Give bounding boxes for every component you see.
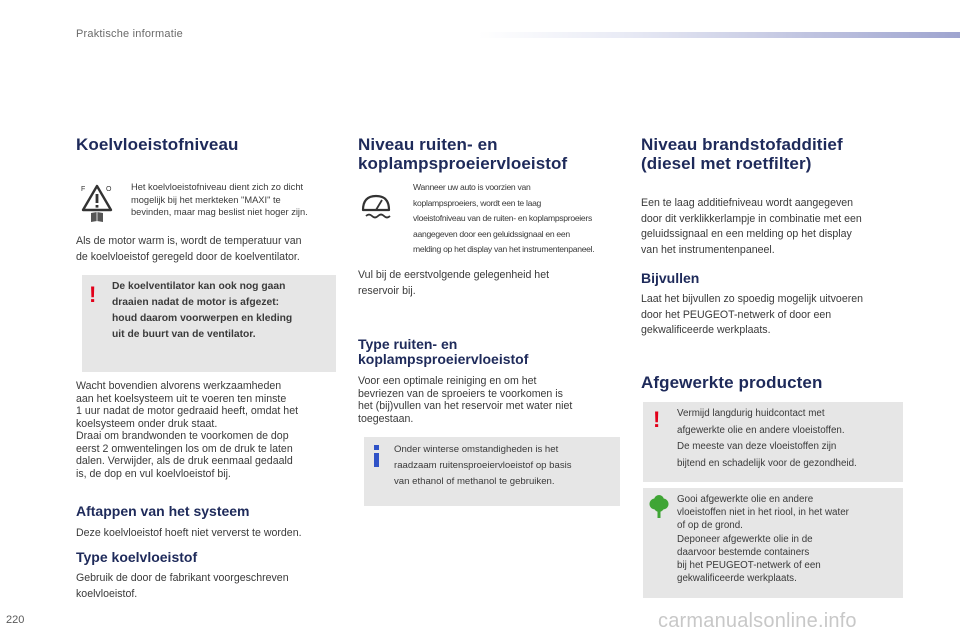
text-line: door het PEUGEOT-netwerk of door een <box>641 308 832 321</box>
title-line: koplampsproeiervloeistof <box>358 351 529 367</box>
text-line: aangegeven door een geluidssignaal en een <box>413 228 570 239</box>
environment-info-box <box>643 488 903 598</box>
text-line: van ethanol of methanol te gebruiken. <box>394 476 555 487</box>
text-line: van het instrumentenpaneel. <box>641 243 775 256</box>
environment-info-text <box>677 493 901 585</box>
text-line: melding op het display van het instrumentenpaneel. <box>413 244 595 255</box>
used-products-title: Afgewerkte producten <box>641 373 823 392</box>
text-line: dalen. Verwijder, als de druk eenmaal gedaald <box>76 455 293 467</box>
svg-text:F: F <box>81 186 86 193</box>
header-gradient-bar <box>478 32 960 38</box>
text-line: de koelvloeistof geregeld door de koelventilator. <box>76 250 300 263</box>
text-line: koelsysteem onder druk staat. <box>76 417 218 430</box>
washer-icon-intro <box>413 180 628 258</box>
text-line: het (bij)vullen van het reservoir met water niet <box>358 400 573 412</box>
oil-warning-box <box>643 402 903 482</box>
tree-eco-icon <box>648 495 670 519</box>
coolant-paragraph-1 <box>76 234 338 265</box>
text-line: vloeistofniveau van de ruiten- en koplampsproeiers <box>413 213 592 224</box>
text-line: Voor een optimale reiniging en om het <box>358 375 537 387</box>
text-line: Deponeer afgewerkte olie in de <box>677 533 813 545</box>
refill-text <box>641 292 903 339</box>
text-line: De koelventilator kan ook nog gaan <box>112 281 286 292</box>
text-line: bevinden, maar mag beslist niet hoger zijn. <box>131 207 308 217</box>
title-line: Type ruiten- en <box>358 336 458 352</box>
washer-fluid-icon <box>360 190 392 220</box>
text-line: gekwalificeerde werkplaats. <box>677 573 797 585</box>
text-line: raadzaam ruitensproeiervloeistof op basis <box>394 460 572 471</box>
text-line: aan het koelsysteem uit te voeren ten minste <box>76 392 287 405</box>
text-line: Een te laag additiefniveau wordt aangegeven <box>641 197 854 209</box>
fan-warning-text <box>112 279 334 343</box>
refill-subtitle: Bijvullen <box>641 270 700 286</box>
text-line: eerst 2 omwentelingen los om de druk te laten <box>76 442 293 455</box>
text-line: of op de grond. <box>677 520 743 532</box>
text-line: Als de motor warm is, wordt de temperatuur van <box>76 235 302 247</box>
svg-text:O: O <box>106 186 112 193</box>
site-watermark: carmanualsonline.info <box>658 610 857 632</box>
title-line: (diesel met roetfilter) <box>641 154 812 173</box>
page-number: 220 <box>6 614 25 626</box>
coolant-warning-icon <box>80 183 114 223</box>
text-line: toegestaan. <box>358 412 414 425</box>
text-line: uit de buurt van de ventilator. <box>112 329 256 340</box>
coolant-type-subtitle: Type koelvloeistof <box>76 549 198 565</box>
text-line: Onder winterse omstandigheden is het <box>394 444 559 455</box>
text-line: daarvoor bestemde containers <box>677 546 810 558</box>
text-line: Laat het bijvullen zo spoedig mogelijk uitvoeren <box>641 293 864 305</box>
text-line: geluidssignaal en een melding op het display <box>641 228 852 240</box>
text-line: door dit verklikkerlampje in combinatie met een <box>641 212 862 225</box>
warning-exclamation-icon: ! <box>89 282 97 307</box>
winter-info-box <box>364 437 620 506</box>
coolant-paragraph-2 <box>76 380 338 480</box>
text-line: Vul bij de eerstvolgende gelegenheid het <box>358 269 550 281</box>
title-line: Niveau brandstofadditief <box>641 135 843 154</box>
drain-subtitle: Aftappen van het systeem <box>76 503 250 519</box>
text-line: Wacht bovendien alvorens werkzaamheden <box>76 380 282 392</box>
text-line: afgewerkte olie en andere vloeistoffen. <box>677 424 845 436</box>
text-line: Vermijd langdurig huidcontact met <box>677 408 825 419</box>
text-line: mogelijk bij het merkteken "MAXI" te <box>131 194 281 205</box>
section-header: Praktische informatie <box>76 28 183 40</box>
washer-paragraph-2 <box>358 375 620 425</box>
text-line: reservoir bij. <box>358 284 416 297</box>
washer-type-subtitle <box>358 337 528 367</box>
coolant-title: Koelvloeistofniveau <box>76 135 239 154</box>
text-line: Het koelvloeistofniveau dient zich zo dicht <box>131 182 304 192</box>
additive-paragraph-1 <box>641 196 903 258</box>
fan-warning-box <box>82 275 336 372</box>
text-line: Gooi afgewerkte olie en andere <box>677 494 814 505</box>
coolant-icon-intro <box>131 181 341 219</box>
coolant-type-text <box>76 571 338 602</box>
text-line: Gebruik de door de fabrikant voorgeschreven <box>76 572 289 584</box>
text-line: vloeistoffen niet in het riool, in het water <box>677 507 849 519</box>
oil-warning-text <box>677 406 901 472</box>
text-line: bijtend en schadelijk voor de gezondheid. <box>677 457 857 469</box>
text-line: gekwalificeerde werkplaats. <box>641 324 771 336</box>
warning-exclamation-icon: ! <box>653 407 661 432</box>
text-line: De meeste van deze vloeistoffen zijn <box>677 441 837 452</box>
washer-paragraph-1 <box>358 268 620 299</box>
info-icon <box>370 445 384 467</box>
text-line: bevriezen van de sproeiers te voorkomen is <box>358 387 563 400</box>
winter-info-text <box>394 442 618 490</box>
text-line: Wanneer uw auto is voorzien van <box>413 182 531 192</box>
text-line: Draai om brandwonden te voorkomen de dop <box>76 430 289 442</box>
text-line: houd daarom voorwerpen en kleding <box>112 313 293 324</box>
drain-text: Deze koelvloeistof hoeft niet ververst te worden. <box>76 527 302 539</box>
title-line: Niveau ruiten- en <box>358 135 498 154</box>
washer-title <box>358 135 567 173</box>
title-line: koplampsproeiervloeistof <box>358 154 568 173</box>
text-line: 1 uur nadat de motor gedraaid heeft, omdat het <box>76 405 299 417</box>
text-line: koplampsproeiers, wordt een te laag <box>413 197 542 208</box>
text-line: koelvloeistof. <box>76 587 138 600</box>
text-line: is, de dop en vul koelvloeistof bij. <box>76 467 231 480</box>
text-line: draaien nadat de motor is afgezet: <box>112 297 280 308</box>
text-line: bij het PEUGEOT-netwerk of een <box>677 560 821 572</box>
additive-title <box>641 135 843 173</box>
